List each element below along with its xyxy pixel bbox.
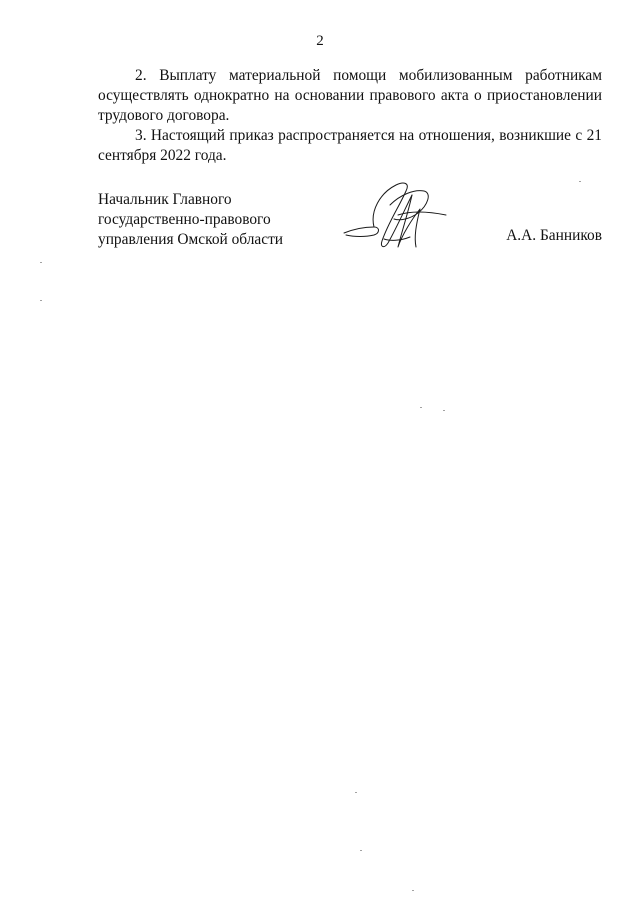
scan-speck (40, 300, 42, 301)
signature-stroke (373, 183, 412, 247)
handwritten-signature-icon (340, 175, 450, 260)
paragraph-2: 2. Выплату материальной помощи мобилизованным работникам осуществлять однократно на основании правового акта о приостановлении трудового договора. (98, 67, 602, 124)
signer-name: А.А. Банников (506, 227, 602, 244)
paragraph-3: 3. Настоящий приказ распространяется на отношения, возникшие с 21 сентября 2022 года. (98, 127, 602, 164)
signature-block (98, 190, 602, 270)
scan-speck (355, 792, 357, 793)
scan-speck (443, 410, 445, 411)
signature-stroke (384, 237, 410, 240)
scan-speck (412, 890, 414, 891)
signer-position-line: управления Омской области (98, 231, 284, 248)
signature-stroke (398, 212, 446, 215)
document-body (98, 66, 602, 166)
signer-position-line: государственно-правового (98, 211, 271, 228)
scan-speck (360, 850, 362, 851)
signature-stroke (344, 227, 379, 237)
scan-speck (420, 407, 422, 408)
signer-position (98, 190, 318, 250)
scan-speck (40, 262, 42, 263)
page-number: 2 (316, 33, 324, 49)
scan-speck (579, 181, 581, 182)
signer-position-line: Начальник Главного (98, 191, 232, 208)
